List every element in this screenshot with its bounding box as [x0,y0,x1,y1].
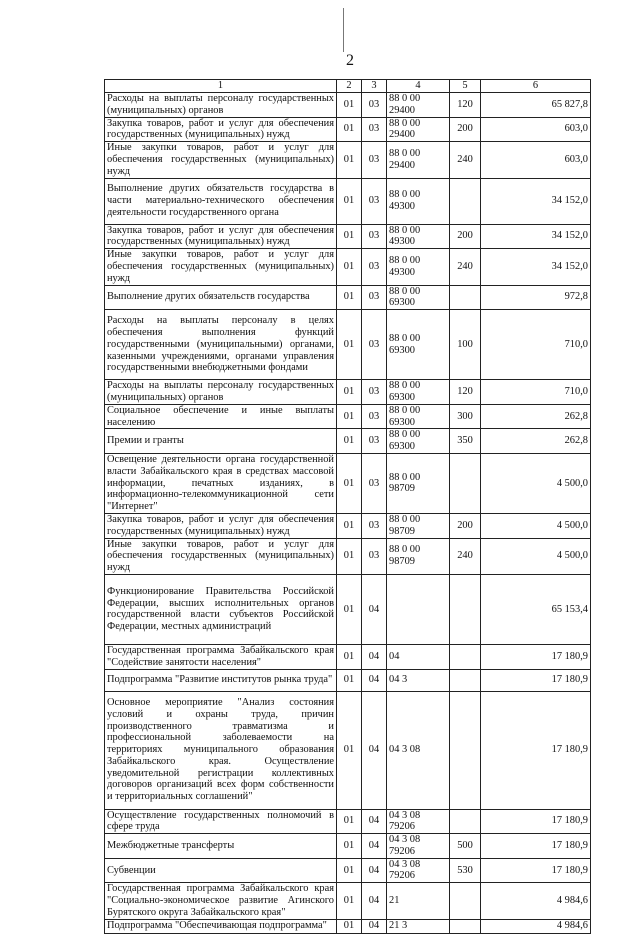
row-target-code: 88 0 00 69300 [387,285,450,310]
row-target-code: 88 0 00 49300 [387,249,450,285]
row-name: Осуществление государственных полномочий в сфере труда [105,809,337,834]
table-row [105,93,591,118]
row-amount: 17 180,9 [481,858,591,883]
table-row [105,858,591,883]
row-section: 01 [337,429,362,454]
row-section: 01 [337,858,362,883]
row-name: Иные закупки товаров, работ и услуг для обеспечения государственных (муниципальных) нужд [105,249,337,285]
row-name: Иные закупки товаров, работ и услуг для обеспечения государственных (муниципальных) нужд [105,538,337,574]
row-expense-type: 200 [450,224,481,249]
row-expense-type: 530 [450,858,481,883]
row-subsection: 04 [362,574,387,644]
row-subsection: 04 [362,883,387,919]
row-section: 01 [337,669,362,691]
row-section: 01 [337,691,362,809]
row-amount: 710,0 [481,310,591,380]
row-subsection: 03 [362,513,387,538]
row-target-code: 88 0 00 98709 [387,453,450,513]
row-subsection: 03 [362,93,387,118]
row-subsection: 03 [362,224,387,249]
row-amount: 4 500,0 [481,538,591,574]
row-name: Расходы на выплаты персоналу государственных (муниципальных) органов [105,93,337,118]
table-row [105,513,591,538]
row-expense-type [450,919,481,933]
row-section: 01 [337,224,362,249]
table-row [105,538,591,574]
col-header-6: 6 [481,80,591,93]
row-section: 01 [337,117,362,142]
row-section: 01 [337,285,362,310]
row-amount: 17 180,9 [481,644,591,669]
row-amount: 65 827,8 [481,93,591,118]
row-target-code: 88 0 00 29400 [387,93,450,118]
row-section: 01 [337,644,362,669]
row-section: 01 [337,404,362,429]
table-row [105,224,591,249]
row-subsection: 03 [362,249,387,285]
row-section: 01 [337,513,362,538]
row-name: Основное мероприятие "Анализ состояния условий и охраны труда, причин производственного травматизма и профессиональной заболеваемости на территориях муниципального образования Забайкальского края. Осуществление уведомительной регистрации коллективных договоров организаций всех форм собственности и территориальных соглашений" [105,691,337,809]
row-name: Функционирование Правительства Российской Федерации, высших исполнительных органов государственной власти субъектов Российской Федерации, местных администраций [105,574,337,644]
table-row [105,669,591,691]
table-row [105,834,591,859]
row-name: Социальное обеспечение и иные выплаты населению [105,404,337,429]
row-name: Закупка товаров, работ и услуг для обеспечения государственных (муниципальных) нужд [105,224,337,249]
row-amount: 17 180,9 [481,691,591,809]
row-expense-type: 200 [450,513,481,538]
row-amount: 710,0 [481,380,591,405]
row-target-code: 88 0 00 49300 [387,178,450,224]
row-expense-type: 100 [450,310,481,380]
row-expense-type: 240 [450,142,481,178]
row-section: 01 [337,93,362,118]
row-section: 01 [337,453,362,513]
row-section: 01 [337,538,362,574]
row-amount: 65 153,4 [481,574,591,644]
row-expense-type: 300 [450,404,481,429]
row-target-code: 04 [387,644,450,669]
budget-table [104,79,591,934]
row-target-code: 88 0 00 98709 [387,538,450,574]
table-row [105,644,591,669]
row-amount: 4 984,6 [481,883,591,919]
row-subsection: 04 [362,669,387,691]
row-name: Субвенции [105,858,337,883]
row-subsection: 04 [362,644,387,669]
row-name: Государственная программа Забайкальского края "Содействие занятости населения" [105,644,337,669]
row-subsection: 04 [362,691,387,809]
row-target-code: 04 3 08 79206 [387,858,450,883]
row-target-code: 04 3 08 [387,691,450,809]
table-row [105,574,591,644]
row-target-code [387,574,450,644]
row-expense-type: 240 [450,249,481,285]
row-expense-type [450,574,481,644]
row-expense-type [450,691,481,809]
row-target-code: 04 3 08 79206 [387,809,450,834]
row-subsection: 03 [362,404,387,429]
row-amount: 4 500,0 [481,453,591,513]
row-subsection: 04 [362,858,387,883]
row-expense-type [450,644,481,669]
row-subsection: 03 [362,310,387,380]
row-target-code: 88 0 00 69300 [387,404,450,429]
col-header-3: 3 [362,80,387,93]
row-section: 01 [337,834,362,859]
row-expense-type: 120 [450,380,481,405]
row-name: Расходы на выплаты персоналу государственных (муниципальных) органов [105,380,337,405]
table-row [105,117,591,142]
row-expense-type: 120 [450,93,481,118]
row-name: Расходы на выплаты персоналу в целях обеспечения выполнения функций государственными (муниципальными) органами, казенными учреждениями, органами управления государственными внебюджетными фондами [105,310,337,380]
row-subsection: 03 [362,429,387,454]
row-section: 01 [337,883,362,919]
row-target-code: 88 0 00 69300 [387,429,450,454]
row-name: Государственная программа Забайкальского края "Социально-экономическое развитие Агинского Бурятского округа Забайкальского края" [105,883,337,919]
row-name: Освещение деятельности органа государственной власти Забайкальского края в средствах массовой информации, печатных изданиях, в информационно-телекоммуникационной сети "Интернет" [105,453,337,513]
row-subsection: 03 [362,142,387,178]
row-expense-type: 500 [450,834,481,859]
row-name: Иные закупки товаров, работ и услуг для обеспечения государственных (муниципальных) нужд [105,142,337,178]
row-target-code: 88 0 00 49300 [387,224,450,249]
table-row [105,178,591,224]
table-row [105,249,591,285]
row-amount: 34 152,0 [481,249,591,285]
row-subsection: 03 [362,538,387,574]
col-header-2: 2 [337,80,362,93]
row-amount: 17 180,9 [481,669,591,691]
table-row [105,380,591,405]
table-row [105,809,591,834]
row-subsection: 03 [362,453,387,513]
row-target-code: 04 3 [387,669,450,691]
row-amount: 262,8 [481,404,591,429]
row-name: Межбюджетные трансферты [105,834,337,859]
row-target-code: 04 3 08 79206 [387,834,450,859]
table-row [105,310,591,380]
row-subsection: 03 [362,380,387,405]
table-body [105,93,591,934]
row-section: 01 [337,310,362,380]
table-row [105,919,591,933]
row-name: Выполнение других обязательств государства [105,285,337,310]
row-subsection: 04 [362,919,387,933]
row-subsection: 03 [362,285,387,310]
row-subsection: 03 [362,117,387,142]
row-section: 01 [337,574,362,644]
row-name: Подпрограмма "Обеспечивающая подпрограмма" [105,919,337,933]
row-subsection: 04 [362,834,387,859]
row-target-code: 88 0 00 69300 [387,310,450,380]
table-row [105,285,591,310]
row-section: 01 [337,919,362,933]
row-amount: 262,8 [481,429,591,454]
row-name: Подпрограмма "Развитие институтов рынка труда" [105,669,337,691]
row-expense-type [450,809,481,834]
row-section: 01 [337,380,362,405]
row-target-code: 88 0 00 29400 [387,117,450,142]
row-target-code: 21 3 [387,919,450,933]
row-amount: 972,8 [481,285,591,310]
row-target-code: 88 0 00 69300 [387,380,450,405]
row-name: Закупка товаров, работ и услуг для обеспечения государственных (муниципальных) нужд [105,117,337,142]
row-expense-type [450,453,481,513]
page-number: 2 [346,52,354,69]
row-amount: 34 152,0 [481,224,591,249]
row-amount: 17 180,9 [481,809,591,834]
row-amount: 17 180,9 [481,834,591,859]
row-target-code: 88 0 00 98709 [387,513,450,538]
col-header-4: 4 [387,80,450,93]
row-expense-type: 240 [450,538,481,574]
table-row [105,691,591,809]
row-amount: 4 984,6 [481,919,591,933]
row-section: 01 [337,809,362,834]
row-subsection: 04 [362,809,387,834]
row-expense-type: 200 [450,117,481,142]
row-target-code: 88 0 00 29400 [387,142,450,178]
table-row [105,429,591,454]
row-subsection: 03 [362,178,387,224]
header-row [105,80,591,93]
col-header-5: 5 [450,80,481,93]
row-name: Премии и гранты [105,429,337,454]
row-amount: 603,0 [481,142,591,178]
row-target-code: 21 [387,883,450,919]
col-header-1: 1 [105,80,337,93]
table-row [105,404,591,429]
row-amount: 4 500,0 [481,513,591,538]
row-name: Закупка товаров, работ и услуг для обеспечения государственных (муниципальных) нужд [105,513,337,538]
row-amount: 34 152,0 [481,178,591,224]
row-section: 01 [337,142,362,178]
row-expense-type: 350 [450,429,481,454]
table-row [105,142,591,178]
table-row [105,453,591,513]
row-expense-type [450,669,481,691]
row-name: Выполнение других обязательств государства в части материально-технического обеспечения деятельности государственного органа [105,178,337,224]
row-section: 01 [337,249,362,285]
row-expense-type [450,178,481,224]
scan-artifact-line [343,8,344,52]
row-section: 01 [337,178,362,224]
row-expense-type [450,285,481,310]
row-amount: 603,0 [481,117,591,142]
